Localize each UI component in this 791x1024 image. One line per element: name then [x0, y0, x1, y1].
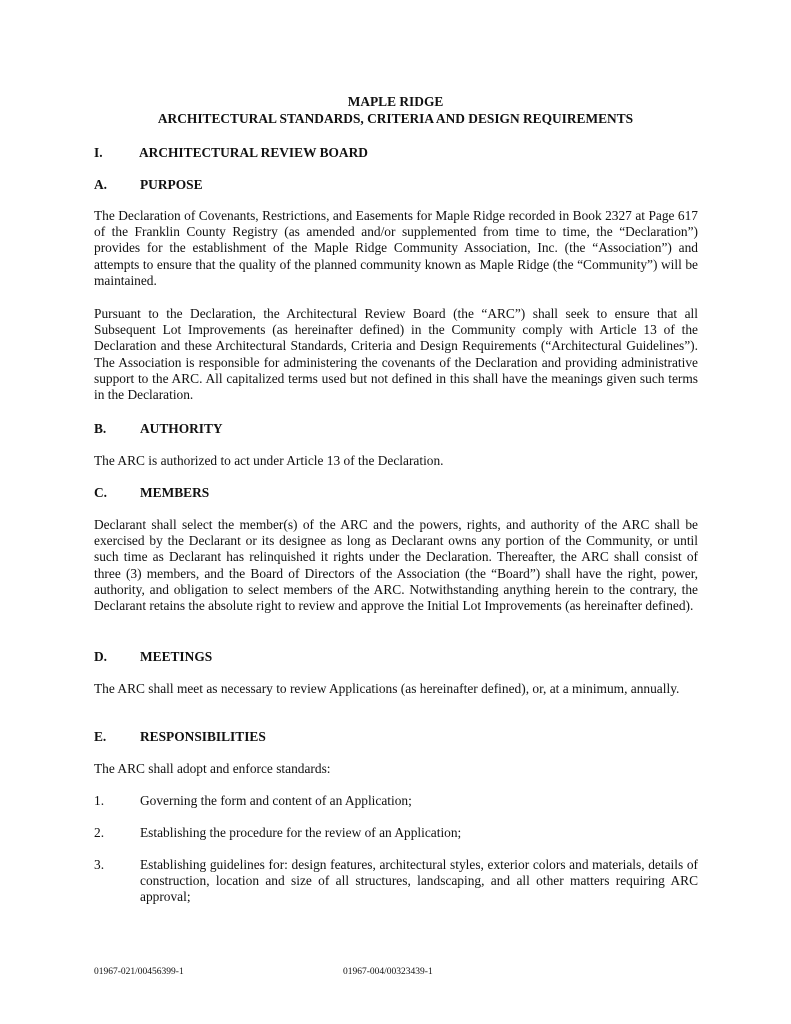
subsection-title: AUTHORITY — [140, 421, 223, 436]
subsection-number: E. — [94, 729, 107, 744]
section-heading — [94, 145, 368, 161]
subsection-title: RESPONSIBILITIES — [140, 729, 266, 744]
authority-paragraph: The ARC is authorized to act under Article 13 of the Declaration. — [94, 453, 444, 468]
purpose-paragraph-2: Pursuant to the Declaration, the Architectural Review Board (the “ARC”) shall seek to ensure that all Subsequent Lot Improvements (as hereinafter defined) in the Community comply with Article 13 of the Declaration and these Architectural Standards, Criteria and Design Requirements (“Architectural Guidelines”). The Association is responsible for administering the covenants of the Declaration and providing administrative support to the ARC. All capitalized terms used but not defined in this shall have the meanings given such terms in the Declaration. — [94, 306, 698, 403]
subsection-number: C. — [94, 485, 108, 500]
subsection-title: MEETINGS — [140, 649, 213, 664]
list-item-text: Establishing the procedure for the review of an Application; — [140, 825, 462, 840]
subsection-title: MEMBERS — [140, 485, 210, 500]
responsibilities-intro: The ARC shall adopt and enforce standards: — [94, 761, 331, 776]
subsection-title: PURPOSE — [140, 177, 203, 192]
members-paragraph: Declarant shall select the member(s) of the ARC and the powers, rights, and authority of the ARC shall be exercised by the Declarant or its designee as long as Declarant owns any portion of the Community, or until such time as Declarant has relinquished it rights under the Declaration. Thereafter, the ARC shall consist of three (3) members, and the Board of Directors of the Association (the “Board”) shall have the right, power, authority, and obligation to select members of the ARC. Notwithstanding anything herein to the contrary, the Declarant retains the absolute right to review and approve the Initial Lot Improvements (as hereinafter defined). — [94, 517, 698, 614]
document-title: MAPLE RIDGE — [347, 94, 444, 109]
list-item-number: 3. — [94, 857, 105, 872]
subsection-number: B. — [94, 421, 107, 436]
subsection-heading-meetings — [94, 649, 212, 665]
subsection-number: A. — [94, 177, 108, 192]
list-item-text: Governing the form and content of an Application; — [140, 793, 412, 808]
section-number: I. — [94, 145, 103, 160]
meetings-paragraph: The ARC shall meet as necessary to review Applications (as hereinafter defined), or, at a minimum, annually. — [94, 681, 680, 696]
section-title: ARCHITECTURAL REVIEW BOARD — [139, 145, 368, 160]
list-item-text: Establishing guidelines for: design features, architectural styles, exterior colors and materials, details of construction, location and size of all structures, landscaping, and all other matters requiring ARC approval; — [140, 857, 698, 905]
list-item-number: 2. — [94, 825, 105, 840]
list-item-number: 1. — [94, 793, 105, 808]
subsection-heading-authority — [94, 421, 223, 437]
footer-document-id-right: 01967-004/00323439-1 — [343, 967, 433, 977]
subsection-heading-responsibilities — [94, 729, 266, 745]
footer-document-id-left: 01967-021/00456399-1 — [94, 967, 184, 977]
subsection-heading-purpose — [94, 177, 203, 193]
purpose-paragraph-1: The Declaration of Covenants, Restrictions, and Easements for Maple Ridge recorded in Book 2327 at Page 617 of the Franklin County Registry (as amended and/or supplemented from time to time, the “Declaration”) provides for the establishment of the Maple Ridge Community Association, Inc. (the “Association”) and attempts to ensure that the quality of the planned community known as Maple Ridge (the “Community”) will be maintained. — [94, 208, 698, 288]
subsection-number: D. — [94, 649, 108, 664]
document-subtitle: ARCHITECTURAL STANDARDS, CRITERIA AND DESIGN REQUIREMENTS — [157, 111, 634, 126]
subsection-heading-members — [94, 485, 209, 501]
